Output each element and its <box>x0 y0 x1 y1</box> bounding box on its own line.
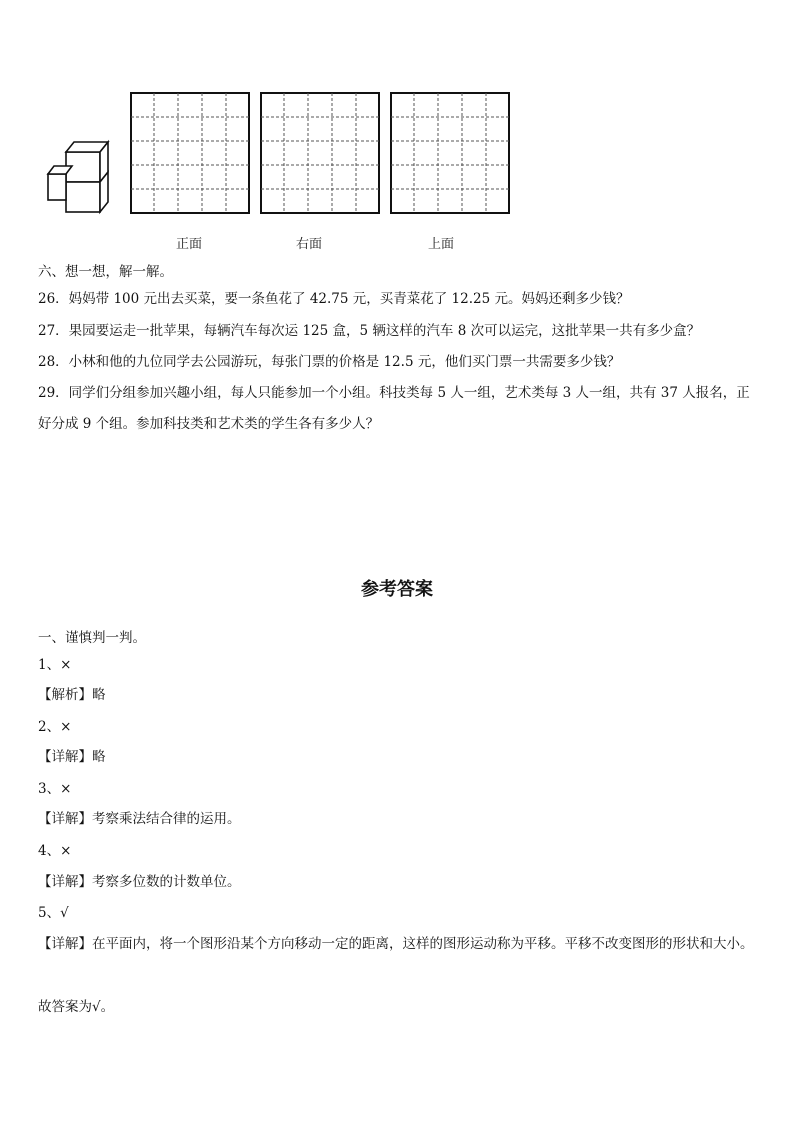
answers-title: 参考答案 <box>361 579 433 600</box>
answers-section-heading: 一、谨慎判一判。 <box>38 630 146 646</box>
question-27: 27．果园要运走一批苹果，每辆汽车每次运 125 盒，5 辆这样的汽车 8 次可以运完，这批苹果一共有多少盒？ <box>38 323 701 339</box>
question-28: 28．小林和他的九位同学去公园游玩，每张门票的价格是 12.5 元，他们买门票一共需要多少钱？ <box>38 354 621 370</box>
section6-heading: 六、想一想，解一解。 <box>38 264 173 280</box>
answer-4-note: 【详解】考察多位数的计数单位。 <box>38 874 241 890</box>
grid-right-view <box>260 92 380 214</box>
caption-right: 右面 <box>296 237 323 252</box>
answer-3-number: 3、× <box>38 781 72 797</box>
answer-1-note: 【解析】略 <box>38 687 106 703</box>
answer-2-number: 2、× <box>38 719 72 735</box>
answer-4-number: 4、× <box>38 843 72 859</box>
answer-1-number: 1、× <box>38 657 72 673</box>
answer-conclusion: 故答案为√。 <box>38 999 115 1015</box>
answer-2-note: 【详解】略 <box>38 749 106 765</box>
grid-front-view <box>130 92 250 214</box>
cube-figure <box>44 136 124 216</box>
caption-front: 正面 <box>176 237 203 252</box>
question-29: 29．同学们分组参加兴趣小组，每人只能参加一个小组。科技类每 5 人一组，艺术类每 3 人一组，共有 37 人报名，正好分成 9 个组。参加科技类和艺术类的学生各有多少人？ <box>38 385 750 432</box>
answer-3-note: 【详解】考察乘法结合律的运用。 <box>38 811 241 827</box>
question-26: 26．妈妈带 100 元出去买菜，要一条鱼花了 42.75 元，买青菜花了 12.25 元。妈妈还剩多少钱？ <box>38 291 630 307</box>
grid-top-view <box>390 92 510 214</box>
answer-5-number: 5、√ <box>38 905 69 921</box>
caption-top: 上面 <box>428 237 455 252</box>
answer-5-note: 【详解】在平面内，将一个图形沿某个方向移动一定的距离，这样的图形运动称为平移。平移不改变图形的形状和大小。 <box>38 936 754 952</box>
